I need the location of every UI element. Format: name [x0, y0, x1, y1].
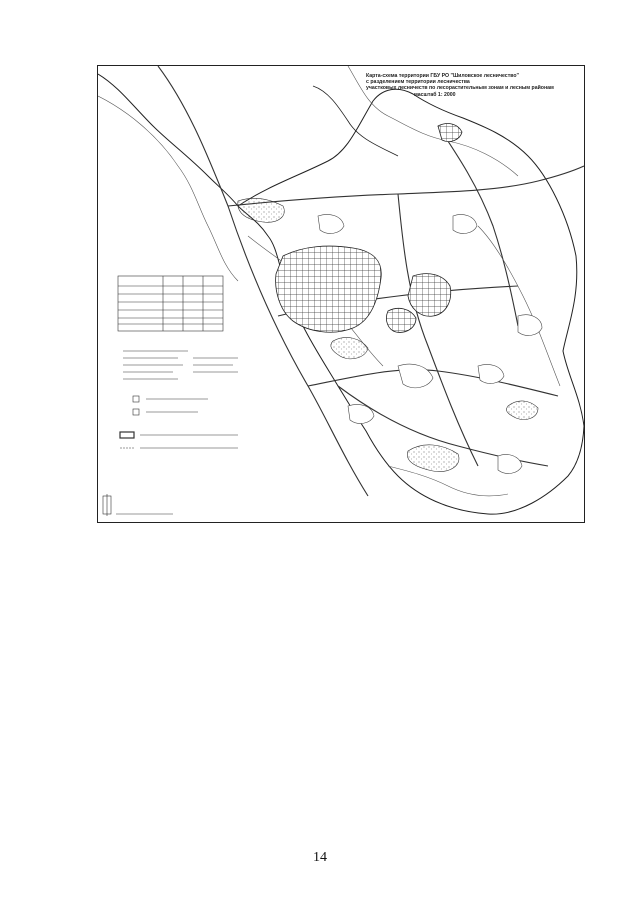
map-title-line-2: с разделением территории лесничества	[366, 79, 470, 86]
map-drawing	[98, 66, 585, 523]
map-title-line-1: Карта-схема территории ГБУ РО "Шиловское лесничество"	[366, 73, 519, 79]
legend-table	[118, 276, 223, 331]
map-title	[366, 73, 578, 98]
map-legend	[103, 276, 238, 516]
page-number: 14	[313, 850, 327, 865]
map-title-line-3: участковых лесничеств по лесорастительным зонам и лесным районам	[366, 85, 554, 92]
legend-symbols	[120, 351, 238, 448]
settlements	[238, 198, 538, 471]
compass-and-scale	[103, 494, 173, 516]
forest-quarters	[276, 124, 462, 333]
forestry-map	[97, 65, 585, 523]
map-title-line-4: масштаб 1: 2000	[414, 91, 456, 98]
